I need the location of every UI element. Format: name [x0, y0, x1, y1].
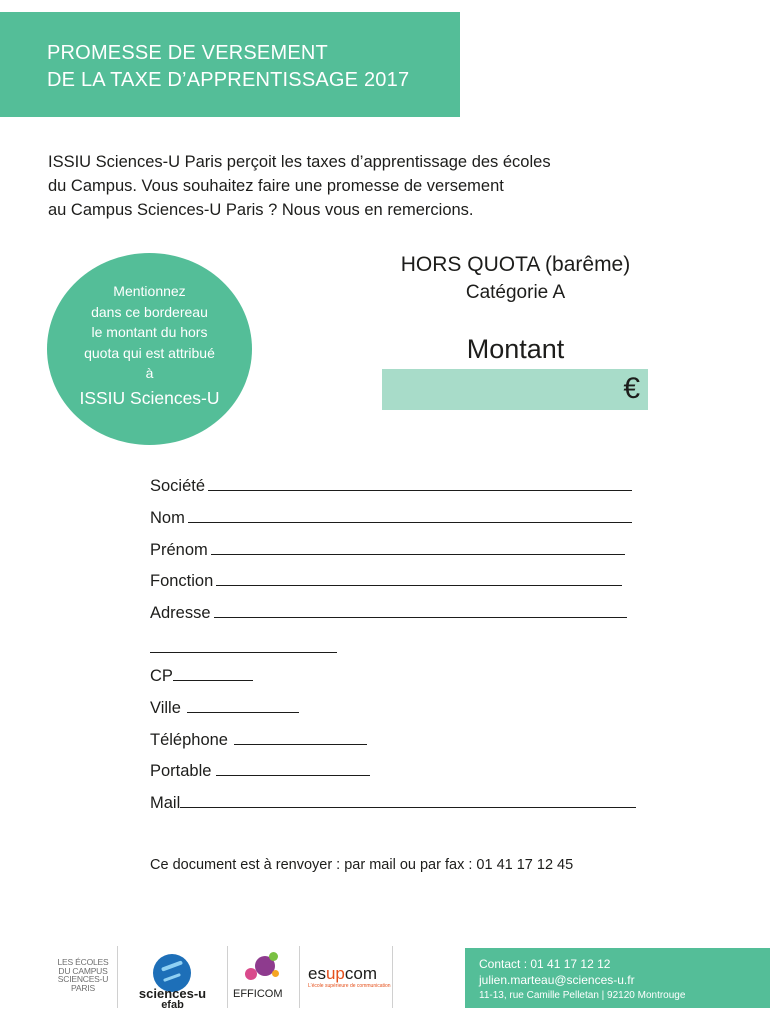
field-cp[interactable] [150, 665, 253, 687]
logo-divider [299, 946, 300, 1008]
bubble-line-6: ISSIU Sciences-U [79, 387, 220, 408]
contact-box [465, 948, 770, 1008]
campus-logo-line-2: DU CAMPUS [58, 965, 108, 976]
intro-line-3: au Campus Sciences-U Paris ? Nous vous en remercions. [48, 201, 474, 219]
societe-line[interactable] [208, 476, 632, 491]
intro-paragraph [48, 150, 688, 222]
amount-field[interactable] [382, 369, 648, 410]
field-fonction[interactable] [150, 570, 622, 592]
title-line-2: DE LA TAXE D’APPRENTISSAGE 2017 [47, 69, 410, 91]
intro-line-1: ISSIU Sciences-U Paris perçoit les taxes d’apprentissage des écoles [48, 153, 551, 171]
cp-label: CP [150, 667, 173, 685]
portable-label: Portable [150, 762, 212, 780]
efficom-logo [229, 946, 294, 1010]
field-societe[interactable] [150, 475, 632, 497]
efficom-dot-icon [245, 968, 257, 980]
field-telephone[interactable] [150, 729, 367, 751]
efab-wordmark: efab [161, 999, 184, 1011]
campus-logo [52, 946, 114, 1010]
contact-phone: Contact : 01 41 17 12 12 [479, 957, 611, 971]
bubble-line-1: Mentionnez [113, 283, 186, 299]
quota-heading-block [383, 250, 648, 307]
bubble-line-5: à [145, 365, 154, 381]
field-mail[interactable] [150, 792, 636, 814]
esupcom-tagline: L’école supérieure de communication [308, 983, 391, 989]
logo-divider [117, 946, 118, 1008]
fonction-line[interactable] [216, 571, 622, 586]
info-bubble [47, 253, 252, 445]
mail-label: Mail [150, 794, 181, 812]
cp-line[interactable] [173, 666, 253, 681]
logo-divider [392, 946, 393, 1008]
title-line-1: PROMESSE DE VERSEMENT [47, 42, 328, 64]
efficom-dot-icon [269, 952, 278, 961]
telephone-line[interactable] [234, 730, 367, 745]
adresse-line[interactable] [214, 603, 627, 618]
bubble-line-2: dans ce bordereau [91, 303, 208, 320]
bubble-line-3: le montant du hors [91, 324, 208, 340]
efficom-wordmark: EFFICOM [233, 988, 283, 1000]
nom-label: Nom [150, 509, 185, 527]
adresse-label: Adresse [150, 604, 211, 622]
sciences-u-wordmark: sciences-u [138, 986, 207, 1001]
fonction-label: Fonction [150, 572, 214, 590]
campus-logo-line-1: LES ÉCOLES [57, 957, 109, 967]
field-nom[interactable] [150, 507, 632, 529]
societe-label: Société [150, 477, 206, 495]
field-adresse[interactable] [150, 602, 627, 624]
field-portable[interactable] [150, 760, 370, 782]
esupcom-wordmark: esupcom [308, 964, 378, 983]
prenom-line[interactable] [211, 540, 625, 555]
contact-address: 11-13, rue Camille Pelletan | 92120 Montrouge [479, 990, 686, 1001]
ville-line[interactable] [187, 698, 299, 713]
mail-line[interactable] [180, 793, 636, 808]
esupcom-logo [304, 946, 390, 1010]
quota-heading: HORS QUOTA (barême) [400, 253, 631, 276]
logo-divider [227, 946, 228, 1008]
ville-label: Ville [150, 699, 181, 717]
prenom-label: Prénom [150, 541, 208, 559]
sciences-u-logo [120, 946, 225, 1010]
quota-category: Catégorie A [465, 282, 566, 303]
return-instructions: Ce document est à renvoyer : par mail ou par fax : 01 41 17 12 45 [150, 857, 574, 873]
adresse-line-2[interactable] [150, 652, 337, 653]
nom-line[interactable] [188, 508, 632, 523]
contact-email[interactable]: julien.marteau@sciences-u.fr [479, 973, 635, 987]
euro-sign: € [623, 372, 640, 405]
title-banner [0, 12, 460, 117]
bubble-line-4: quota qui est attribué [84, 344, 215, 361]
intro-line-2: du Campus. Vous souhaitez faire une promesse de versement [48, 177, 504, 195]
field-ville[interactable] [150, 697, 299, 719]
field-prenom[interactable] [150, 539, 625, 561]
efficom-dot-icon [272, 970, 279, 977]
campus-logo-line-3: SCIENCES-U [57, 974, 109, 984]
campus-logo-line-4: PARIS [71, 982, 95, 993]
telephone-label: Téléphone [150, 731, 228, 749]
portable-line[interactable] [216, 761, 370, 776]
amount-label: Montant [466, 334, 565, 364]
